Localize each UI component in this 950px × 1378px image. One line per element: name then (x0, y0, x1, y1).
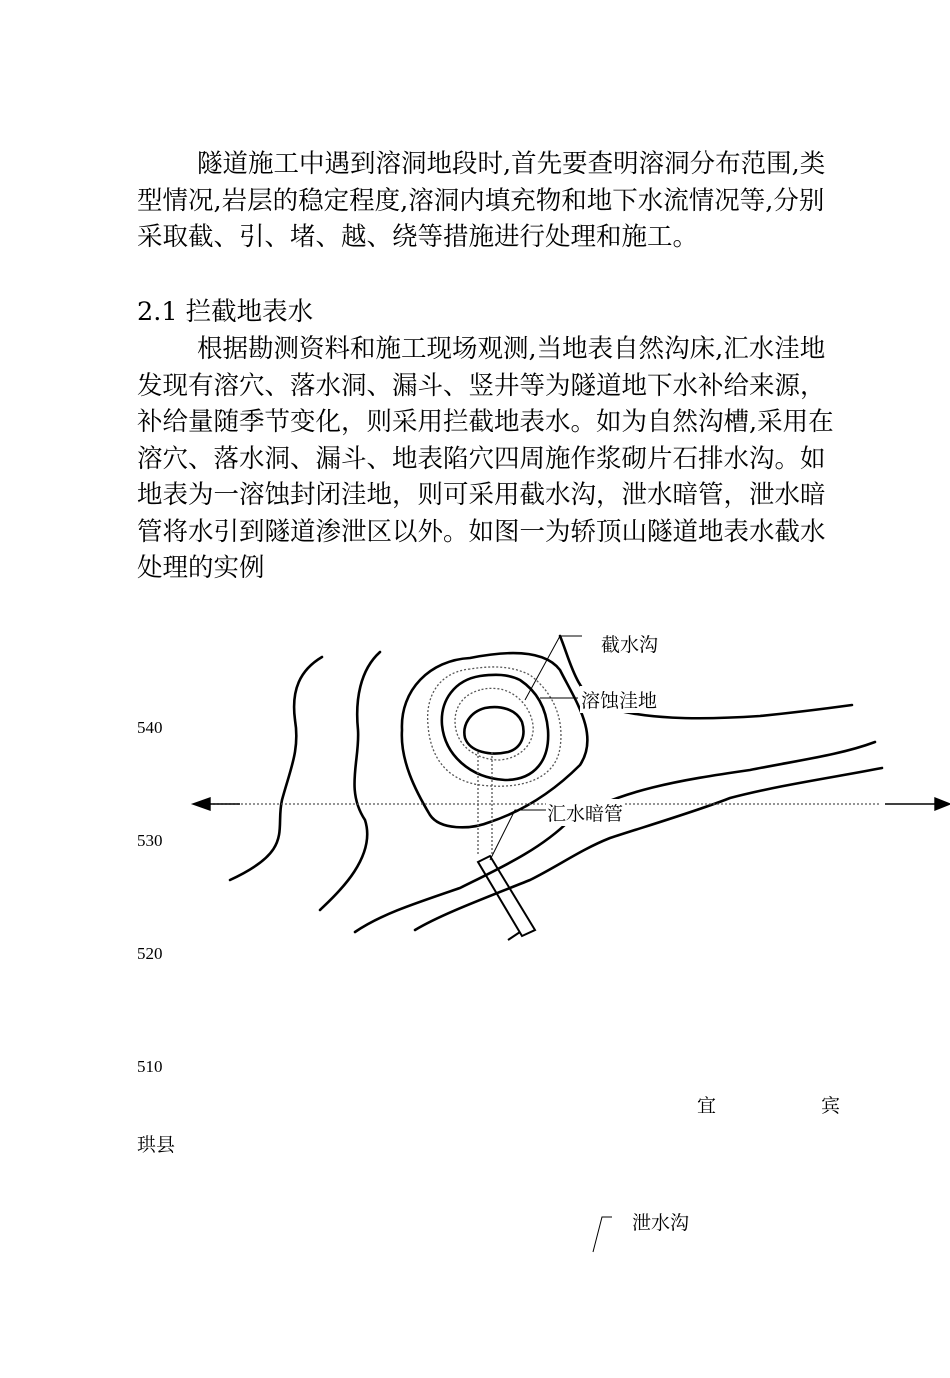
arrow-right-head (935, 798, 950, 810)
depression-outline (428, 667, 561, 786)
label-drain-pipe: 汇水暗管 (546, 799, 624, 826)
direction-right-char-2: 宾 (821, 1095, 841, 1117)
leader-discharge-ditch (593, 1217, 612, 1252)
elevation-label: 530 (137, 831, 163, 850)
label-discharge-ditch: 泄水沟 (632, 1212, 690, 1234)
section-heading: 2.1 拦截地表水 (137, 297, 314, 327)
arrow-left-head (193, 798, 210, 810)
leader-drain-pipe (490, 810, 546, 860)
elevation-label: 510 (137, 1057, 163, 1076)
contour-line-4 (442, 675, 548, 780)
contour-line-5 (464, 707, 523, 753)
direction-left-label: 珙县 (137, 1134, 176, 1156)
contour-line-8 (415, 768, 882, 930)
elevation-label: 520 (137, 944, 163, 963)
paragraph-2-text: 根据勘测资料和施工现场观测,当地表自然沟床,汇水洼地发现有溶穴、落水洞、漏斗、竖井等为隧道地下水补给来源，补给量随季节变化，则采用拦截地表水。如为自然沟槽,采用在溶穴、落水洞、漏斗、地表陷穴四周施作浆砌片石排水沟。如地表为一溶蚀封闭洼地，则可采用截水沟，泄水暗管，泄水暗管将水引到隧道渗泄区以外。如图一为轿顶山隧道地表水截水处理的实例 (137, 334, 834, 583)
discharge-channel-end (508, 932, 520, 940)
elevation-label: 540 (137, 718, 163, 737)
contour-line-1 (230, 657, 322, 880)
paragraph-1-text: 隧道施工中遇到溶洞地段时,首先要查明溶洞分布范围,类型情况,岩层的稳定程度,溶洞内填充物和地下水流情况等,分别采取截、引、堵、越、绕等措施进行处理和施工。 (137, 149, 826, 252)
direction-right-char-1: 宜 (697, 1095, 717, 1117)
label-intercept-ditch: 截水沟 (600, 630, 659, 657)
label-karst-depression: 溶蚀洼地 (580, 686, 658, 713)
contour-line-2 (320, 652, 380, 910)
